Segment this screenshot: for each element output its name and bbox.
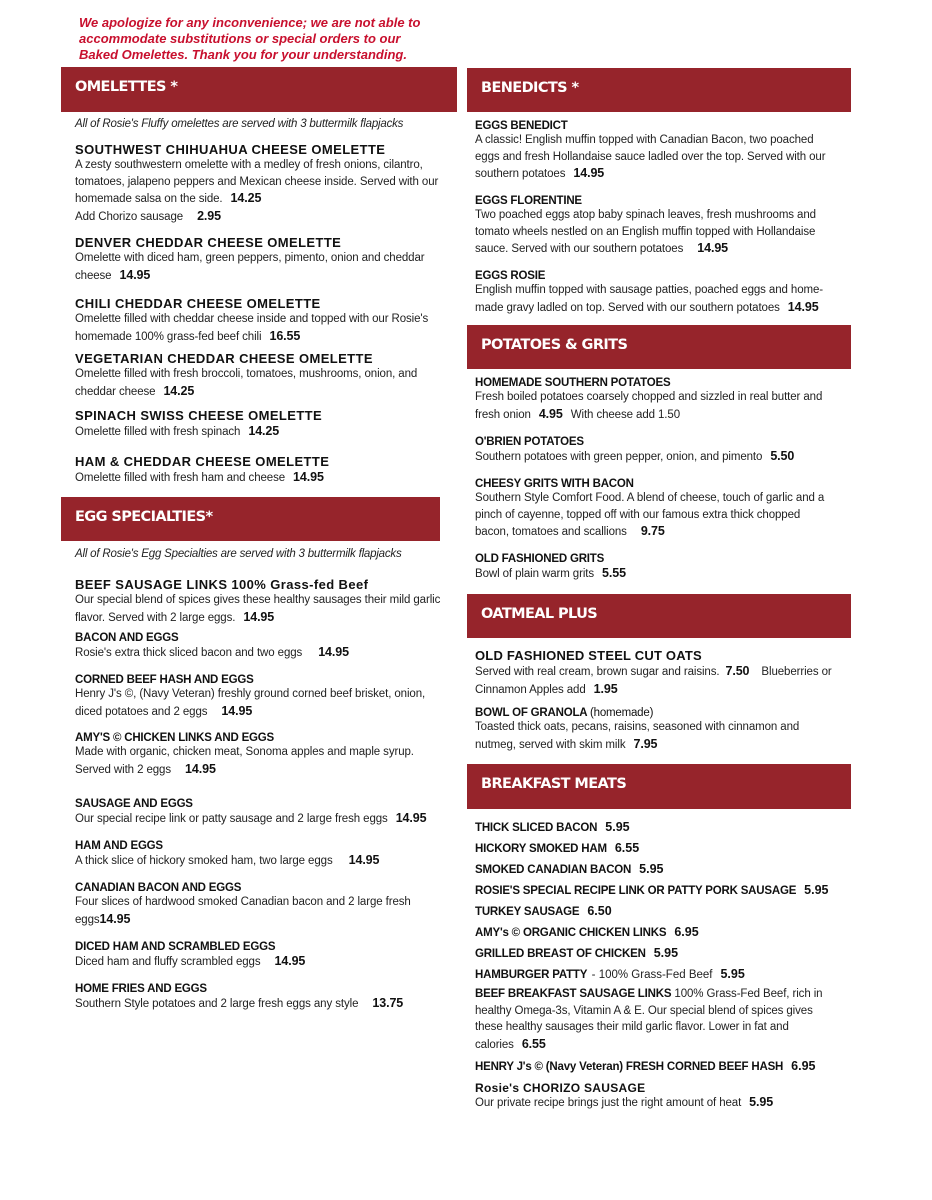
menu-item: HENRY J's © (Navy Veteran) FRESH CORNED BEEF HASH 6.95 (475, 1059, 816, 1073)
notice-text: We apologize for any inconvenience; we are not able to accommodate substitutions or special orders to our Baked Omelettes. Thank you for your understanding. (79, 15, 421, 62)
menu-item: CHEESY GRITS WITH BACON Southern Style Comfort Food. A blend of cheese, touch of garlic and a pinch of cayenne, topped off with our famous extra thick chopped bacon, tomatoes and scallions 9.75 (475, 478, 825, 538)
menu-item: CORNED BEEF HASH AND EGGS Henry J's ©, (Navy Veteran) freshly ground corned beef brisket, onion, diced potatoes and 2 eggs 14.95 (75, 674, 426, 718)
section-header-benedicts: BENEDICTS * (467, 68, 851, 112)
menu-item: CANADIAN BACON AND EGGS Four slices of hardwood smoked Canadian bacon and 2 large fresh eggs14.95 (75, 882, 411, 926)
menu-item: HOME FRIES AND EGGS Southern Style potatoes and 2 large fresh eggs any style 13.75 (75, 983, 404, 1010)
menu-item: BEEF BREAKFAST SAUSAGE LINKS 100% Grass-Fed Beef, rich in healthy Omega-3s, Vitamin A & E. Our special blend of spices gives these healthy sausages their mild garlic flavor. Lower in fat and calories 6.55 (475, 988, 823, 1051)
menu-item: SMOKED CANADIAN BACON 5.95 (475, 862, 664, 876)
menu-item: CHILI CHEDDAR CHEESE OMELETTE Omelette filled with cheddar cheese inside and topped with our Rosie's homemade 100% grass-fed beef chili 16.55 (75, 296, 429, 343)
menu-item: HAM & CHEDDAR CHEESE OMELETTE Omelette filled with fresh ham and cheese 14.95 (75, 454, 330, 484)
menu-item: AMY'S © CHICKEN LINKS AND EGGS Made with organic, chicken meat, Sonoma apples and maple syrup. Served with 2 eggs 14.95 (75, 732, 414, 776)
section-header-omelettes: OMELETTES * (61, 67, 457, 112)
menu-item: OLD FASHIONED GRITS Bowl of plain warm grits 5.55 (475, 553, 626, 580)
omelettes-subtitle: All of Rosie's Fluffy omelettes are served with 3 buttermilk flapjacks (75, 118, 404, 130)
menu-item: TURKEY SAUSAGE 6.50 (475, 904, 612, 918)
egg-specialties-subtitle: All of Rosie's Egg Specialties are served with 3 buttermilk flapjacks (75, 548, 402, 560)
menu-item: SOUTHWEST CHIHUAHUA CHEESE OMELETTE A zesty southwestern omelette with a medley of fresh onions, cilantro, tomatoes, jalapeno peppers and Mexican cheese inside. Served with our homemade salsa on the side. 14.25 Add Chorizo sausage 2.95 (75, 142, 439, 223)
menu-item: EGGS ROSIE English muffin topped with sausage patties, poached eggs and home-made gravy ladled on top. Served with our southern potatoes 14.95 (475, 270, 824, 314)
section-header-egg-specialties: EGG SPECIALTIES* (61, 497, 440, 541)
section-header-potatoes-grits: POTATOES & GRITS (467, 325, 851, 369)
menu-item: HAM AND EGGS A thick slice of hickory smoked ham, two large eggs 14.95 (75, 840, 380, 867)
section-header-oatmeal: OATMEAL PLUS (467, 594, 851, 638)
menu-item: VEGETARIAN CHEDDAR CHEESE OMELETTE Omelette filled with fresh broccoli, tomatoes, mushrooms, onion, and cheddar cheese 14.25 (75, 351, 418, 398)
menu-item: BOWL OF GRANOLA (homemade) Toasted thick oats, pecans, raisins, seasoned with cinnamon and nutmeg, served with skim milk 7.95 (475, 707, 800, 751)
menu-item: HICKORY SMOKED HAM 6.55 (475, 841, 640, 855)
menu-item: OLD FASHIONED STEEL CUT OATS Served with real cream, brown sugar and raisins. 7.50 Blueberries or Cinnamon Apples add 1.95 (475, 648, 832, 696)
menu-item: HOMEMADE SOUTHERN POTATOES Fresh boiled potatoes coarsely chopped and sizzled in real butter and fresh onion 4.95 With cheese add 1.50 (475, 377, 823, 421)
section-header-breakfast-meats: BREAKFAST MEATS (467, 764, 851, 809)
menu-item: AMY's © ORGANIC CHICKEN LINKS 6.95 (475, 925, 699, 939)
menu-item: DICED HAM AND SCRAMBLED EGGS Diced ham and fluffy scrambled eggs 14.95 (75, 941, 306, 968)
menu-item: DENVER CHEDDAR CHEESE OMELETTE Omelette with diced ham, green peppers, pimento, onion and cheddar cheese 14.95 (75, 235, 425, 282)
menu-item: GRILLED BREAST OF CHICKEN 5.95 (475, 946, 679, 960)
menu-item: EGGS FLORENTINE Two poached eggs atop baby spinach leaves, fresh mushrooms and tomato wheels nestled on an English muffin topped with Hollandaise sauce. Served with our southern potatoes 14.95 (475, 195, 816, 255)
menu-item: Rosie's CHORIZO SAUSAGE Our private recipe brings just the right amount of heat 5.95 (475, 1081, 774, 1109)
menu-item: THICK SLICED BACON 5.95 (475, 820, 630, 834)
menu-item: BEEF SAUSAGE LINKS 100% Grass-fed Beef Our special blend of spices gives these healthy sausages their mild garlic flavor. Served with 2 large eggs. 14.95 (75, 577, 441, 624)
menu-item: EGGS BENEDICT A classic! English muffin topped with Canadian Bacon, two poached eggs and fresh Hollandaise sauce ladled over the top. Served with our southern potatoes 14.95 (475, 120, 826, 180)
menu-item: HAMBURGER PATTY - 100% Grass-Fed Beef 5.95 (475, 967, 745, 981)
menu-item: SAUSAGE AND EGGS Our special recipe link or patty sausage and 2 large fresh eggs 14.95 (75, 798, 427, 825)
menu-item: SPINACH SWISS CHEESE OMELETTE Omelette filled with fresh spinach 14.25 (75, 408, 323, 438)
menu-item: O'BRIEN POTATOES Southern potatoes with green pepper, onion, and pimento 5.50 (475, 436, 795, 463)
menu-item: BACON AND EGGS Rosie's extra thick sliced bacon and two eggs 14.95 (75, 632, 349, 659)
menu-item: ROSIE'S SPECIAL RECIPE LINK OR PATTY PORK SAUSAGE 5.95 (475, 883, 829, 897)
